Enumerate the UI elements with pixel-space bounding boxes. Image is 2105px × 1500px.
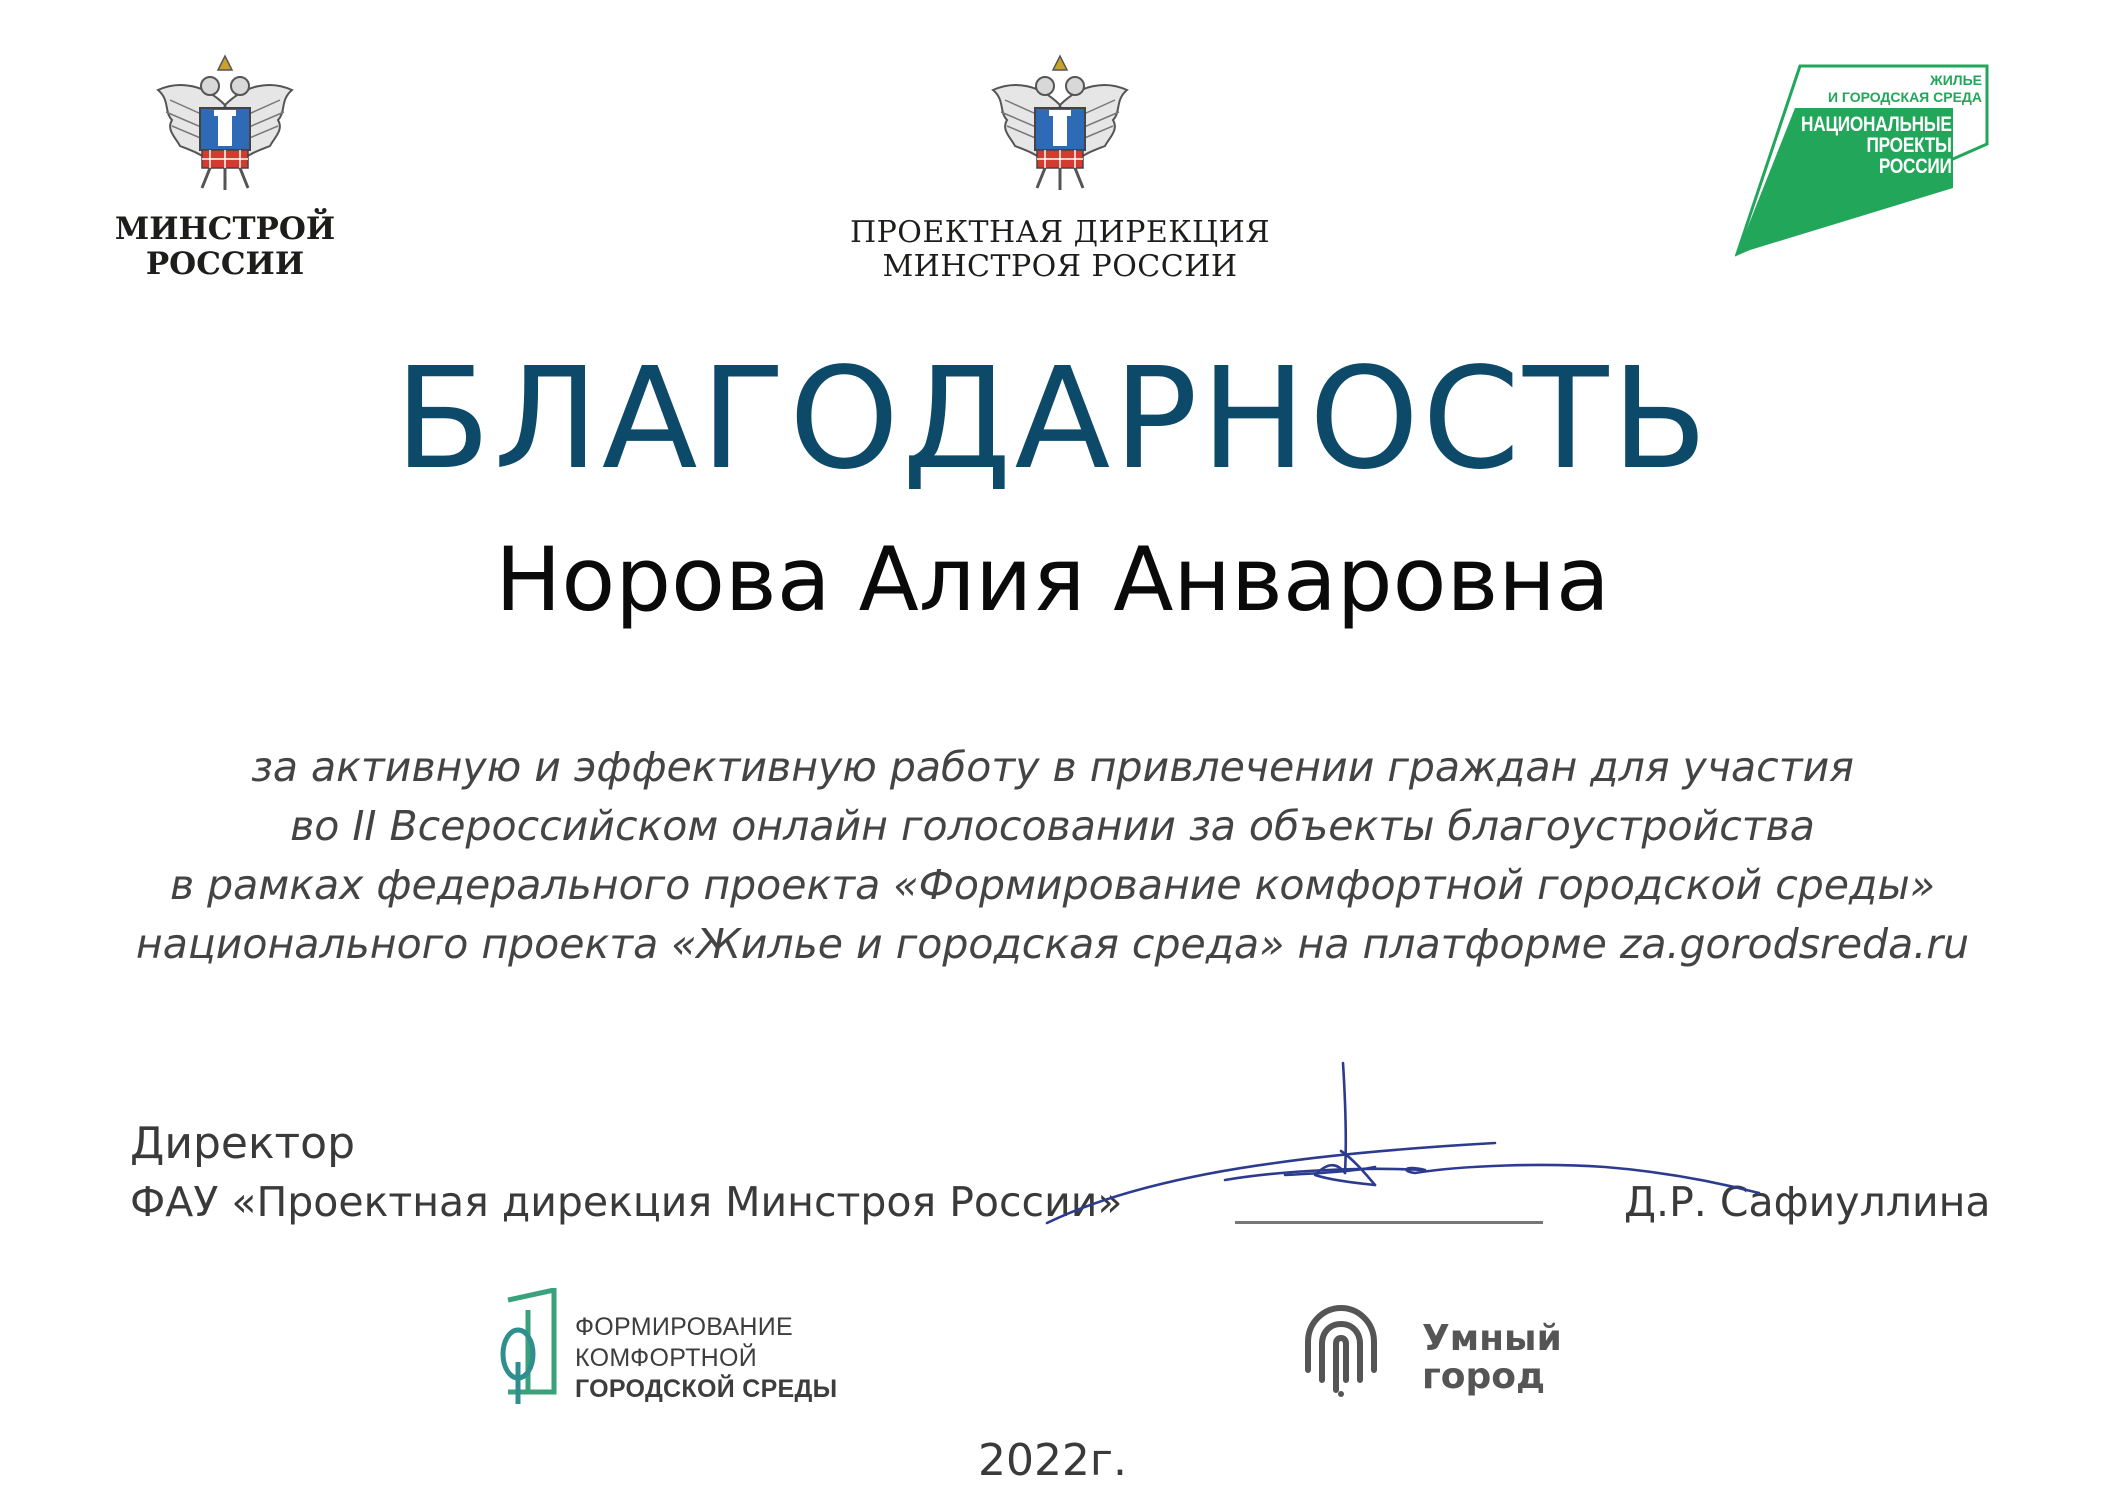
minstroy-caption (90, 212, 360, 281)
fks-logo-line-2: КОМФОРТНОЙ (575, 1344, 758, 1372)
smart-city-line-1: Умный (1422, 1318, 1562, 1359)
np-small-line-2: И ГОРОДСКАЯ СРЕДА (1827, 89, 1982, 105)
minstroy-emblem-icon (150, 50, 300, 200)
smart-city-line-2: город (1422, 1356, 1546, 1397)
certificate-title: БЛАГОДАРНОСТЬ (394, 338, 1711, 501)
director-organization: ФАУ «Проектная дирекция Минстроя России» (130, 1178, 1123, 1226)
np-small-line-1: ЖИЛЬЕ (1930, 72, 1982, 88)
body-line-1: за активную и эффективную работу в привлечении граждан для участия (251, 743, 1854, 791)
fks-logo-line-1: ФОРМИРОВАНИЕ (575, 1313, 794, 1341)
director-position: Директор (130, 1118, 356, 1169)
direktsiya-emblem-icon (985, 50, 1135, 200)
body-line-3: в рамках федерального проекта «Формирование комфортной городской среды» (169, 861, 1936, 909)
body-line-2: во II Всероссийском онлайн голосовании за объекты благоустройства (290, 802, 1815, 850)
minstroy-caption-line-2: РОССИИ (145, 245, 305, 282)
direktsiya-caption (780, 216, 1340, 283)
certificate-body (80, 738, 2025, 974)
certificate-year: 2022г. (977, 1435, 1128, 1486)
minstroy-caption-line-1: МИНСТРОЙ (114, 211, 336, 247)
comfortable-city-environment-logo-icon (494, 1288, 564, 1406)
np-big-line-3: РОССИИ (1879, 155, 1952, 178)
recipient-name: Норова Алия Анваровна (495, 528, 1610, 631)
direktsiya-caption-line-1: ПРОЕКТНАЯ ДИРЕКЦИЯ (849, 215, 1271, 250)
np-big-line-1: НАЦИОНАЛЬНЫЕ (1801, 113, 1952, 136)
national-projects-logo (1735, 62, 2000, 257)
direktsiya-caption-line-2: МИНСТРОЯ РОССИИ (882, 248, 1238, 284)
smart-city-fingerprint-icon (1300, 1300, 1382, 1400)
signer-name: Д.Р. Сафиуллина (1624, 1178, 1991, 1226)
handwritten-signature-icon (1045, 1055, 1765, 1235)
body-line-4: национального проекта «Жилье и городская среда» на платформе za.gorodsreda.ru (135, 920, 1970, 968)
fks-logo-line-3: ГОРОДСКОЙ СРЕДЫ (575, 1375, 838, 1403)
np-big-text (1801, 114, 1952, 177)
np-big-line-2: ПРОЕКТЫ (1866, 134, 1952, 157)
